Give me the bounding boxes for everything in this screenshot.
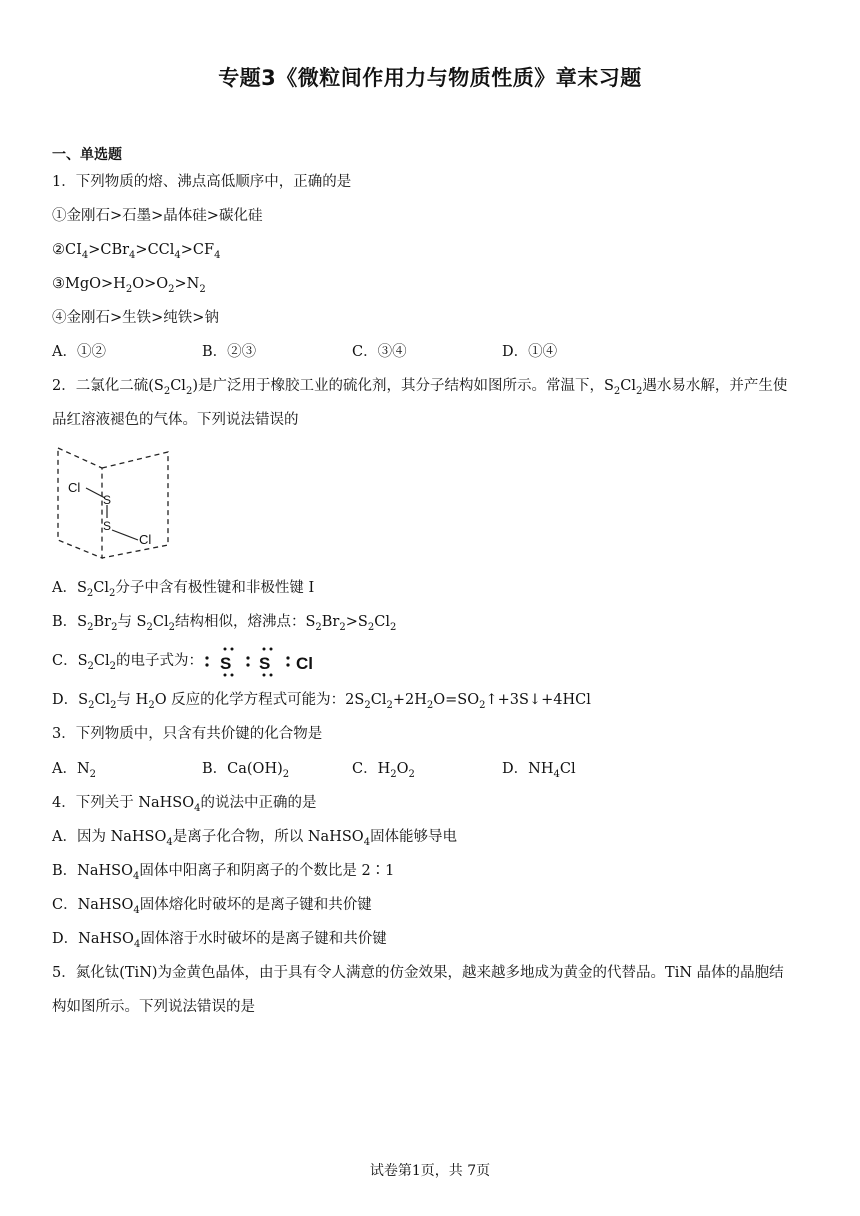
- q5-stem-line2: 构如图所示。下列说法错误的是: [52, 999, 255, 1015]
- fig-cl-top-label: Cl: [68, 480, 81, 495]
- q3-option-b[interactable]: B．$Ca(OH)_2$: [202, 761, 290, 780]
- q4-option-c[interactable]: C．NaHSO$_4$固体熔化时破坏的是离子键和共价键: [52, 897, 372, 916]
- electron-dot-formula: [198, 645, 328, 679]
- q2-option-d[interactable]: D．$S_2Cl_2$与 $H_2O$ 反应的化学方程式可能为：$2S_2Cl_2+2H_2O=SO_2↑+3S↓+4HCl$: [52, 692, 591, 711]
- q1-item-2: $②CI_4>CBr_4>CCl_4>CF_4$: [52, 242, 221, 261]
- formula-s2: S: [259, 654, 271, 673]
- q5-stem-line1: 5．氮化钛(TiN)为金黄色晶体，由于具有令人满意的仿金效果，越来越多地成为黄金的代替品。TiN 晶体的晶胞结: [52, 965, 784, 981]
- fig-cl-bottom-label: Cl: [139, 532, 152, 547]
- q1-option-d[interactable]: D．①④: [502, 344, 558, 360]
- q3-option-d[interactable]: D．$NH_4Cl$: [502, 761, 576, 780]
- formula-s1: S: [220, 654, 232, 673]
- section-heading: 一、单选题: [52, 147, 122, 163]
- q3-option-c[interactable]: C．$H_2O_2$: [352, 761, 415, 780]
- q1-option-b[interactable]: B．②③: [202, 344, 257, 360]
- q2-option-a[interactable]: A．$S_2Cl_2$分子中含有极性键和非极性键 I: [52, 580, 315, 599]
- q2-stem-line1: 2．二氯化二硫$(S_2Cl_2)$是广泛用于橡胶工业的硫化剂，其分子结构如图所示。常温下，$S_2Cl_2$遇水易水解，并产生使: [52, 378, 788, 397]
- s2cl2-structure-figure: [50, 440, 180, 565]
- q4-option-a[interactable]: A．因为 NaHSO$_4$是离子化合物，所以 NaHSO$_4$固体能够导电: [52, 829, 458, 848]
- q4-stem: 4．下列关于 NaHSO$_4$的说法中正确的是: [52, 795, 317, 814]
- q1-stem: 1．下列物质的熔、沸点高低顺序中，正确的是: [52, 174, 352, 190]
- q1-option-c[interactable]: C．③④: [352, 344, 407, 360]
- q3-option-a[interactable]: A．$N_2$: [52, 761, 97, 780]
- formula-cl: Cl: [296, 654, 313, 673]
- q1-option-a[interactable]: A．①②: [52, 344, 106, 360]
- page-title: 专题3《微粒间作用力与物质性质》章末习题: [218, 66, 642, 90]
- q1-item-3: $③MgO>H_2O>O_2>N_2$: [52, 276, 206, 295]
- q2-stem-line2: 品红溶液褪色的气体。下列说法错误的: [52, 412, 299, 428]
- fig-s-bottom-label: S: [103, 519, 112, 533]
- page-footer: 试卷第1页，共 7页: [369, 1163, 491, 1179]
- q4-option-d[interactable]: D．NaHSO$_4$固体溶于水时破坏的是离子键和共价键: [52, 931, 387, 950]
- q3-stem: 3．下列物质中，只含有共价键的化合物是: [52, 726, 323, 742]
- q1-item-1: ①金刚石>石墨>晶体硅>碳化硅: [52, 208, 263, 224]
- q1-item-4: ④金刚石>生铁>纯铁>钠: [52, 310, 219, 326]
- fig-s-top-label: S: [103, 493, 112, 507]
- q4-option-b[interactable]: B．NaHSO$_4$固体中阳离子和阴离子的个数比是 2∶1: [52, 863, 395, 882]
- q2-option-b[interactable]: B．$S_2Br_2$与 $S_2Cl_2$结构相似，熔沸点：$S_2Br_2>S_2Cl_2$: [52, 614, 397, 633]
- q2-option-c[interactable]: C．$S_2Cl_2$的电子式为：: [52, 653, 204, 672]
